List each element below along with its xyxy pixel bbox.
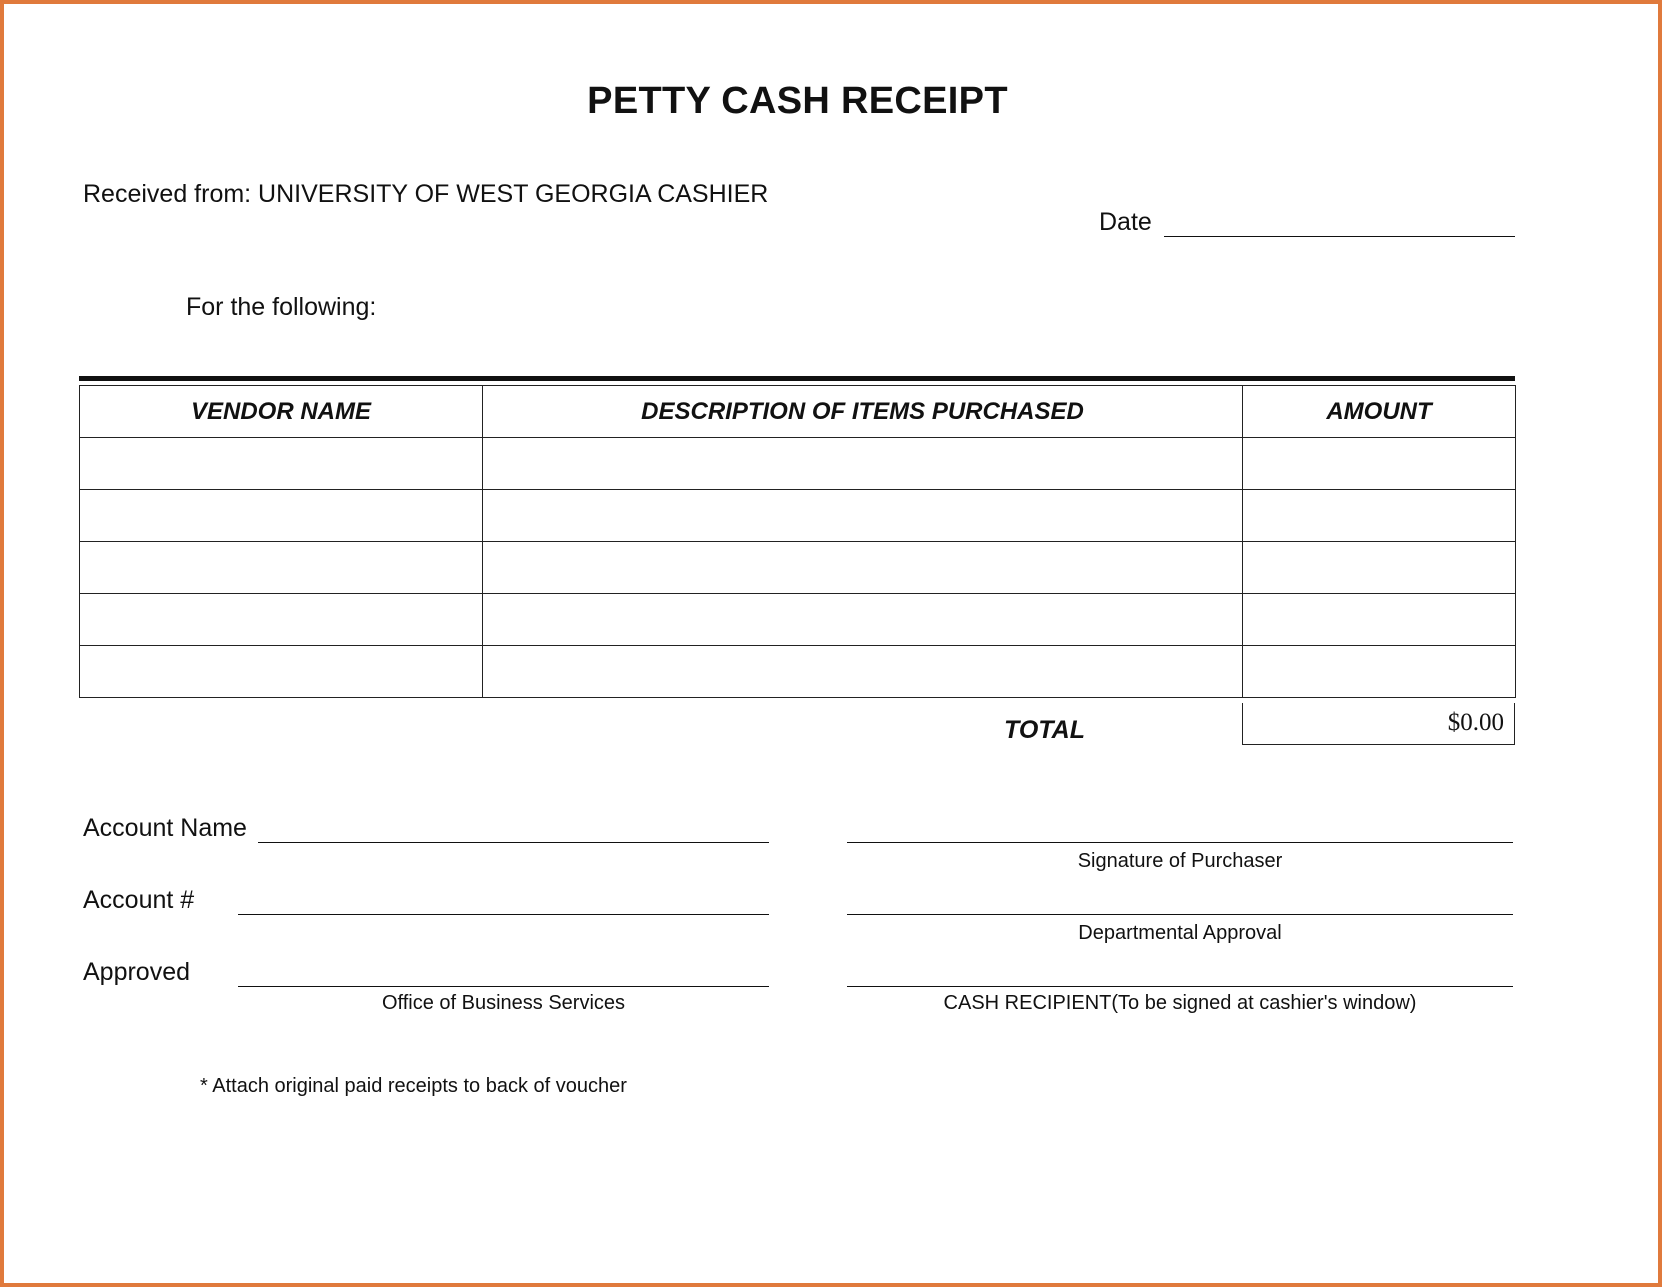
description-header: DESCRIPTION OF ITEMS PURCHASED xyxy=(483,386,1243,438)
vendor-cell[interactable] xyxy=(80,438,483,490)
vendor-cell[interactable] xyxy=(80,542,483,594)
amount-cell[interactable] xyxy=(1243,594,1516,646)
vendor-cell[interactable] xyxy=(80,490,483,542)
total-value: $0.00 xyxy=(1447,709,1504,736)
description-cell[interactable] xyxy=(483,646,1243,698)
total-box xyxy=(1242,703,1515,745)
received-from-text: Received from: UNIVERSITY OF WEST GEORGIA CASHIER xyxy=(83,180,769,208)
attach-receipts-note: * Attach original paid receipts to back of voucher xyxy=(200,1075,627,1097)
amount-cell[interactable] xyxy=(1243,542,1516,594)
amount-cell[interactable] xyxy=(1243,646,1516,698)
description-cell[interactable] xyxy=(483,594,1243,646)
table-row xyxy=(80,490,1516,542)
account-name-line[interactable] xyxy=(258,842,769,843)
amount-header: AMOUNT xyxy=(1243,386,1516,438)
account-number-line[interactable] xyxy=(238,914,769,915)
date-field-line[interactable] xyxy=(1164,236,1515,237)
departmental-approval-line[interactable] xyxy=(847,914,1513,915)
for-following-label: For the following: xyxy=(186,293,377,321)
items-table xyxy=(79,385,1516,698)
description-cell[interactable] xyxy=(483,490,1243,542)
account-name-label: Account Name xyxy=(83,814,247,842)
description-cell[interactable] xyxy=(483,438,1243,490)
table-header-row xyxy=(80,386,1516,438)
cash-recipient-line[interactable] xyxy=(847,986,1513,987)
amount-cell[interactable] xyxy=(1243,438,1516,490)
table-row xyxy=(80,438,1516,490)
vendor-cell[interactable] xyxy=(80,594,483,646)
vendor-cell[interactable] xyxy=(80,646,483,698)
purchaser-signature-caption: Signature of Purchaser xyxy=(1077,850,1283,872)
amount-cell[interactable] xyxy=(1243,490,1516,542)
approved-label: Approved xyxy=(83,958,191,986)
account-number-label: Account # xyxy=(83,886,195,914)
date-label: Date xyxy=(1099,208,1152,236)
description-cell[interactable] xyxy=(483,542,1243,594)
table-row xyxy=(80,542,1516,594)
office-caption: Office of Business Services xyxy=(381,992,626,1014)
departmental-approval-caption: Departmental Approval xyxy=(1078,922,1282,944)
vendor-name-header: VENDOR NAME xyxy=(80,386,483,438)
table-top-rule xyxy=(79,376,1515,381)
total-label: TOTAL xyxy=(1004,716,1086,744)
page-title: PETTY CASH RECEIPT xyxy=(587,80,1008,122)
table-row xyxy=(80,646,1516,698)
cash-recipient-caption: CASH RECIPIENT(To be signed at cashier's window) xyxy=(943,992,1417,1014)
table-row xyxy=(80,594,1516,646)
approved-line[interactable] xyxy=(238,986,769,987)
purchaser-signature-line[interactable] xyxy=(847,842,1513,843)
